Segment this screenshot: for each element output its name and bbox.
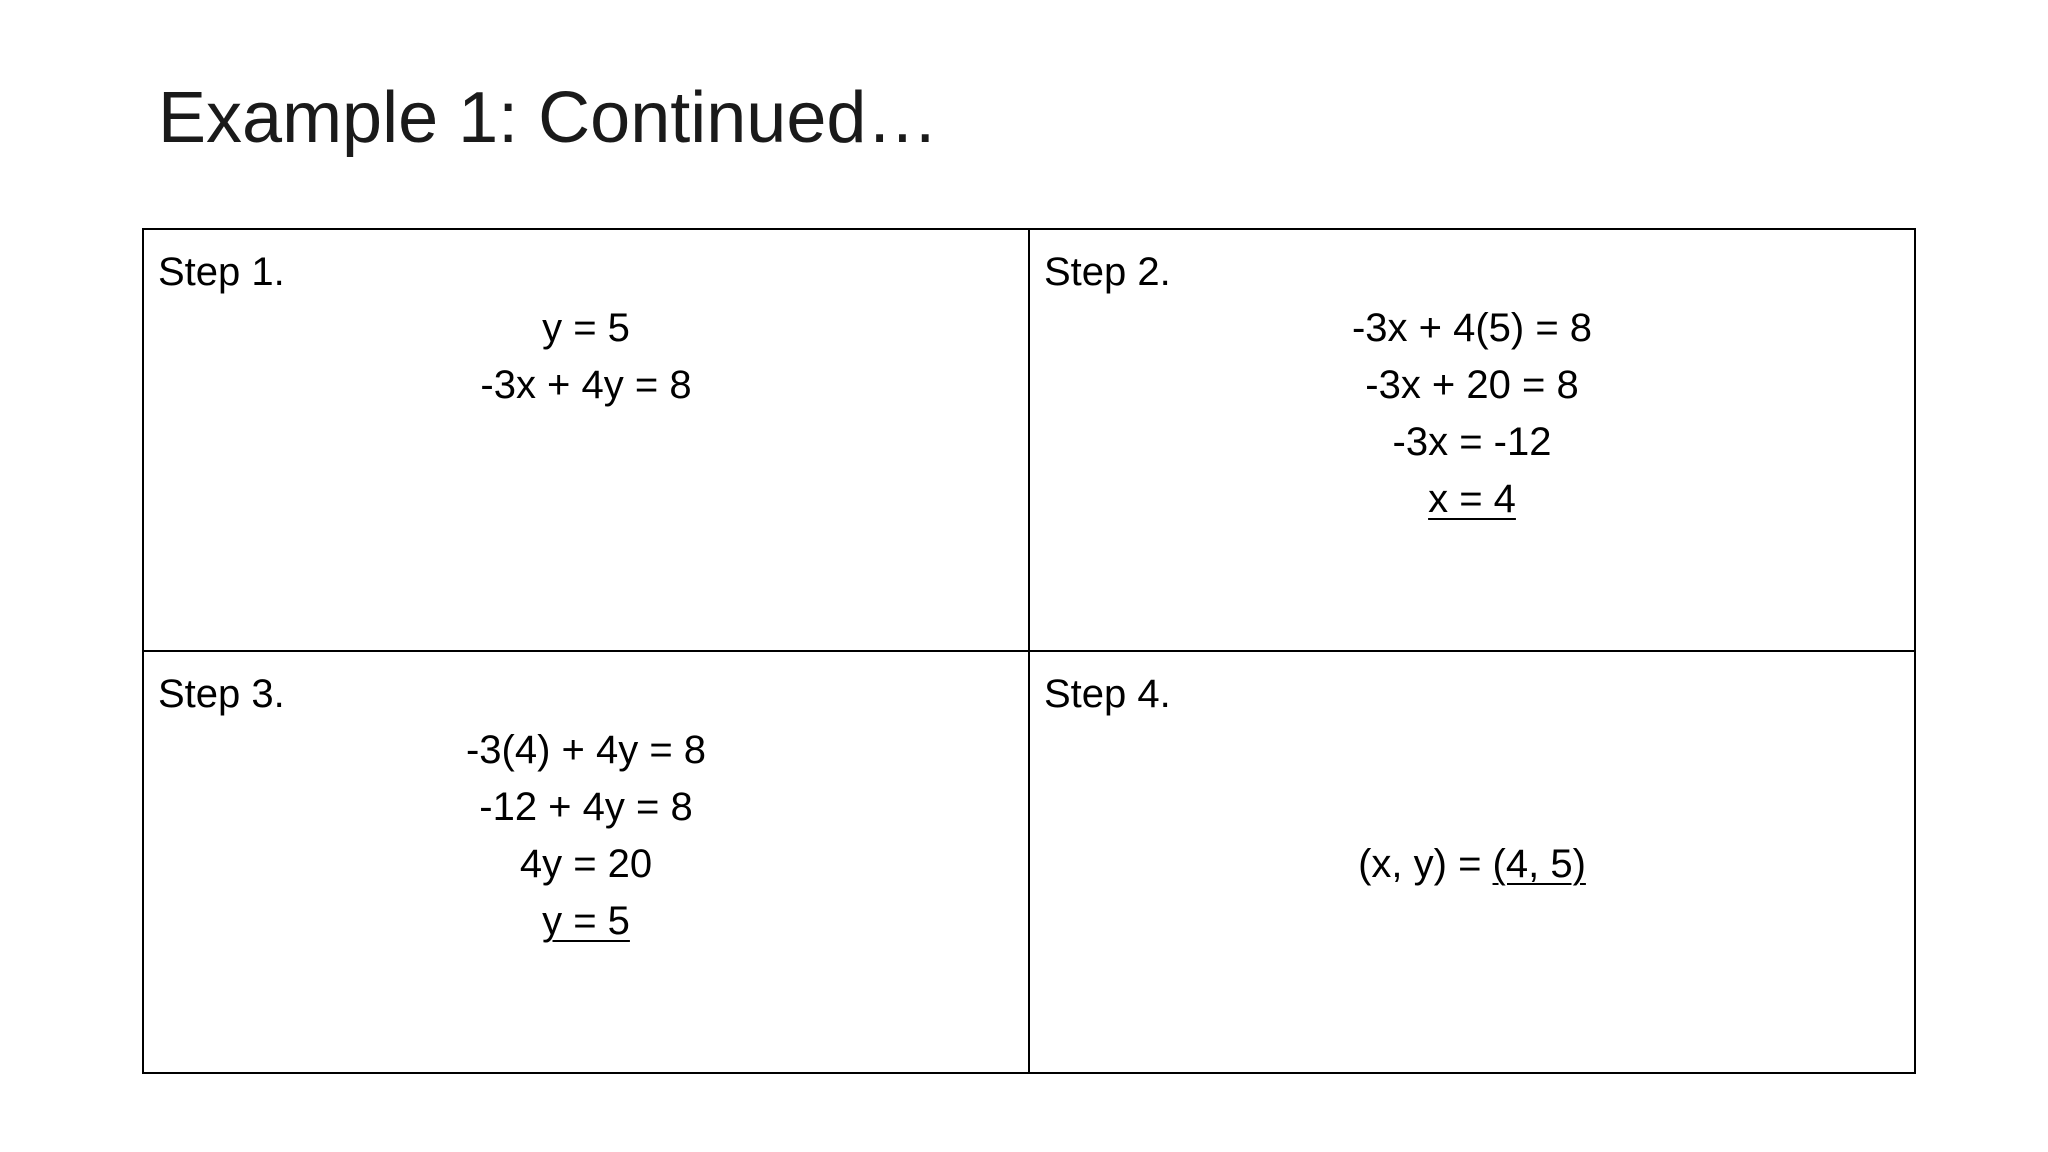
- step-2-label: Step 2.: [1044, 250, 1171, 294]
- table-row: [143, 229, 1915, 651]
- equation-line: 4y = 20: [519, 842, 653, 886]
- equation-line: -3x = -12: [1392, 420, 1552, 464]
- equation-line: -3(4) + 4y = 8: [465, 728, 707, 772]
- step-3-equations: [144, 722, 1028, 950]
- equation-result: [144, 893, 1028, 950]
- equation-line: y = 5: [542, 306, 630, 350]
- step-2-equations: [1030, 300, 1914, 528]
- step-3-label: Step 3.: [158, 672, 285, 716]
- step-4-equations: [1030, 836, 1914, 893]
- slide-title: Example 1: Continued…: [158, 78, 939, 158]
- underlined-result: x = 4: [1428, 477, 1516, 521]
- equation-line: -3x + 4y = 8: [480, 363, 692, 407]
- answer-value: (4, 5): [1492, 842, 1586, 886]
- steps-table: [142, 228, 1916, 1074]
- table-row: [143, 651, 1915, 1073]
- equation-line: -12 + 4y = 8: [479, 785, 693, 829]
- step-1-label: Step 1.: [158, 250, 285, 294]
- answer-prefix: (x, y) =: [1358, 842, 1493, 886]
- equation-line: -3x + 4(5) = 8: [1351, 306, 1593, 350]
- underlined-result: y = 5: [542, 899, 630, 943]
- step-1-equations: [144, 300, 1028, 414]
- equation-line: -3x + 20 = 8: [1365, 363, 1579, 407]
- step-1-cell: [143, 229, 1029, 651]
- step-2-cell: [1029, 229, 1915, 651]
- step-4-cell: [1029, 651, 1915, 1073]
- final-answer: [1030, 836, 1914, 893]
- equation-result: [1030, 471, 1914, 528]
- step-4-label: Step 4.: [1044, 672, 1171, 716]
- step-3-cell: [143, 651, 1029, 1073]
